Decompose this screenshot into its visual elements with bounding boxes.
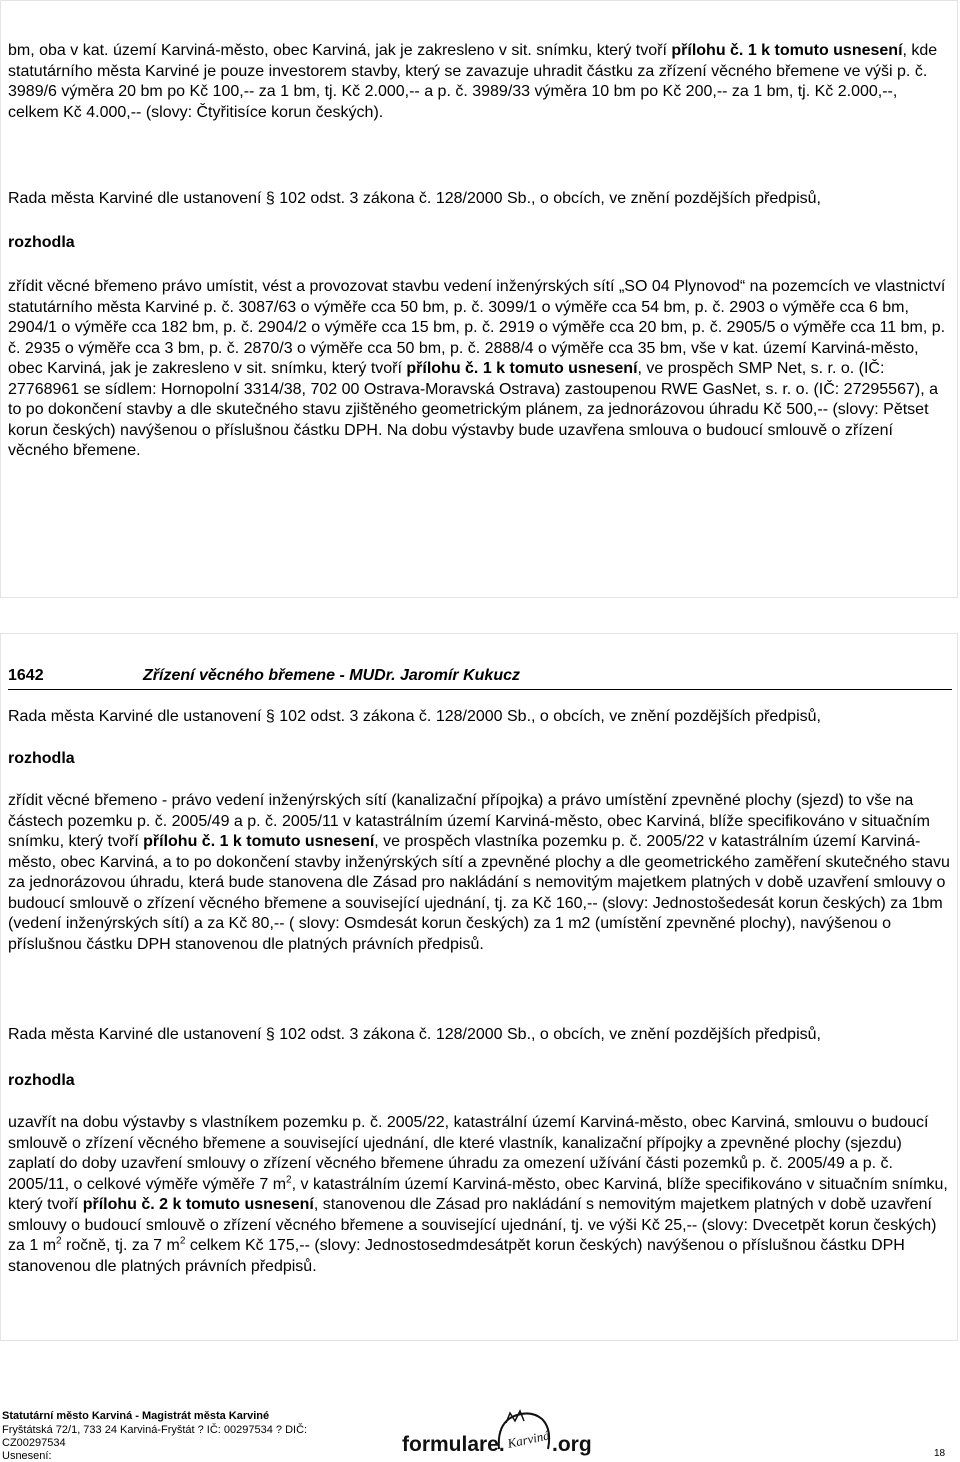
decision-label: rozhodla (8, 750, 75, 767)
svg-text:Karviná: Karviná (506, 1427, 551, 1451)
resolution-title: Zřízení věcného břemene - MUDr. Jaromír Kukucz (143, 667, 520, 684)
svg-text:formulare.: formulare. (402, 1433, 505, 1456)
page-number: 18 (934, 1448, 946, 1459)
svg-text:.org: .org (552, 1433, 592, 1456)
footer-organization: Statutární město Karviná - Magistrát města Karviné (2, 1410, 270, 1422)
resolution-title-row (8, 665, 952, 690)
attachment-reference: přílohu č. 1 k tomuto usnesení (671, 42, 903, 59)
footer-usneseni: Usnesení: (2, 1450, 52, 1462)
footer-dic: CZ00297534 (2, 1437, 66, 1449)
attachment-reference: přílohu č. 1 k tomuto usnesení (406, 360, 638, 377)
attachment-reference: přílohu č. 1 k tomuto usnesení (143, 833, 375, 850)
formulare-logo-icon (402, 1405, 612, 1457)
footer-address: Fryštátská 72/1, 733 24 Karviná-Fryštát ? IČ: 00297534 ? DIČ: (2, 1424, 308, 1436)
council-legal-basis: Rada města Karviné dle ustanovení § 102 odst. 3 zákona č. 128/2000 Sb., o obcích, ve znění pozdějších předpisů, (8, 1026, 821, 1043)
paragraph-easement-continuation: bm, oba v kat. území Karviná-město, obec Karviná, jak je zakresleno v sit. snímku, který tvoří přílohu č. 1 k tomuto usnesení, kde statutárního města Karviné je pouze investorem stavby, který se zavazuje uhradit částku za zřízení věcného břemene ve výši p. č. 3989/6 výměra 20 bm po Kč 100,-- za 1 bm, tj. Kč 2.000,-- a p. č. 3989/33 výměra 10 bm po Kč 200,-- za 1 bm, tj. Kč 2.000,--, celkem Kč 4.000,-- (slovy: Čtyřitisíce korun českých). (8, 42, 938, 121)
paragraph-sewer-easement: zřídit věcné břemeno - právo vedení inženýrských sítí (kanalizační přípojka) a právo umístění zpevněné plochy (sjezd) to vše na částech pozemku p. č. 2005/49 a p. č. 2005/11 v katastrálním území Karviná-město, obec Karviná, blíže specifikováno v situačním snímku, který tvoří přílohu č. 1 k tomuto usnesení, ve prospěch vlastníka pozemku p. č. 2005/22 v katastrálním území Karviná-město, obec Karviná, a to po dokončení stavby inženýrských sítí a zpevněné plochy a dle geometrického zaměření skutečného stavu za jednorázovou úhradu, která bude stanovena dle Zásad pro nakládání s nemovitým majetkem platných v době uzavření smlouvy o budoucí smlouvě o zřízení věcného břemene a související ujednání, tj. za Kč 160,-- (slovy: Jednostošedesát korun českých) za 1bm (vedení inženýrských sítí) a za Kč 80,-- ( slovy: Osmdesát korun českých) za 1 m2 (umístění zpevněné plochy), navýšenou o příslušnou částku DPH stanovenou dle platných právních předpisů. (8, 792, 950, 953)
decision-label: rozhodla (8, 1072, 75, 1089)
decision-label: rozhodla (8, 234, 75, 251)
paragraph-future-contract: uzavřít na dobu výstavby s vlastníkem pozemku p. č. 2005/22, katastrální území Karviná-město, obec Karviná, smlouvu o budoucí smlouvě o zřízení věcného břemene a související ujednání, dle které vlastník, kanalizační přípojky a zpevněné plochy (sjezdu) zaplatí do doby uzavření smlouvy o zřízení věcného břemene úhradu za omezení užívání části pozemků p. č. 2005/49 a p. č. 2005/11, o celkové výměře výměře 7 $m^2$, v katastrálním území Karviná-město, obec Karviná, blíže specifikováno v situačním snímku, který tvoří přílohu č. 2 k tomuto usnesení, stanovenou dle Zásad pro nakládání s nemovitým majetkem platných v době uzavření smlouvy o budoucí smlouvě o zřízení věcného břemene a související ujednání, tj. ve výši Kč 25,-- (slovy: Dvecetpět korun českých) za 1 $m^2$ ročně, tj. za 7 $m^2$ celkem Kč 175,-- (slovy: Jednostosedmdesátpět korun českých) navýšenou o příslušnou částku DPH stanovenou dle platných právních předpisů. (8, 1114, 948, 1275)
paragraph-gas-pipeline-easement: zřídit věcné břemeno právo umístit, vést a provozovat stavbu vedení inženýrských sítí „SO 04 Plynovod“ na pozemcích ve vlastnictví statutárního města Karviné p. č. 3087/63 o výměře cca 50 bm, p. č. 3099/1 o výměře cca 54 bm, p. č. 2903 o výměře cca 6 bm, 2904/1 o výměře cca 182 bm, p. č. 2904/2 o výměře cca 15 bm, p. č. 2919 o výměře cca 20 bm, p. č. 2905/5 o výměře cca 11 bm, p. č. 2935 o výměře cca 3 bm, p. č. 2870/3 o výměře cca 50 bm, p. č. 2888/4 o výměře cca 35 bm, vše v kat. území Karviná-město, obec Karviná, jak je zakresleno v sit. snímku, který tvoří přílohu č. 1 k tomuto usnesení, ve prospěch SMP Net, s. r. o. (IČ: 27768961 se sídlem: Hornopolní 3314/38, 702 00 Ostrava-Moravská Ostrava) zastoupenou RWE GasNet, s. r. o. (IČ: 27295567), a to po dokončení stavby a dle skutečného stavu zjištěného geometrickým plánem, za jednorázovou úhradu Kč 500,-- (slovy: Pětset korun českých) navýšenou o příslušnou částku DPH. Na dobu výstavby bude uzavřena smlouva o budoucí smlouvě o zřízení věcného břemene. (8, 278, 946, 459)
attachment-reference: přílohu č. 2 k tomuto usnesení (82, 1196, 314, 1213)
council-legal-basis: Rada města Karviné dle ustanovení § 102 odst. 3 zákona č. 128/2000 Sb., o obcích, ve znění pozdějších předpisů, (8, 708, 821, 725)
formulare-logo (402, 1405, 612, 1457)
council-legal-basis: Rada města Karviné dle ustanovení § 102 odst. 3 zákona č. 128/2000 Sb., o obcích, ve znění pozdějších předpisů, (8, 190, 821, 207)
resolution-number: 1642 (8, 667, 44, 684)
